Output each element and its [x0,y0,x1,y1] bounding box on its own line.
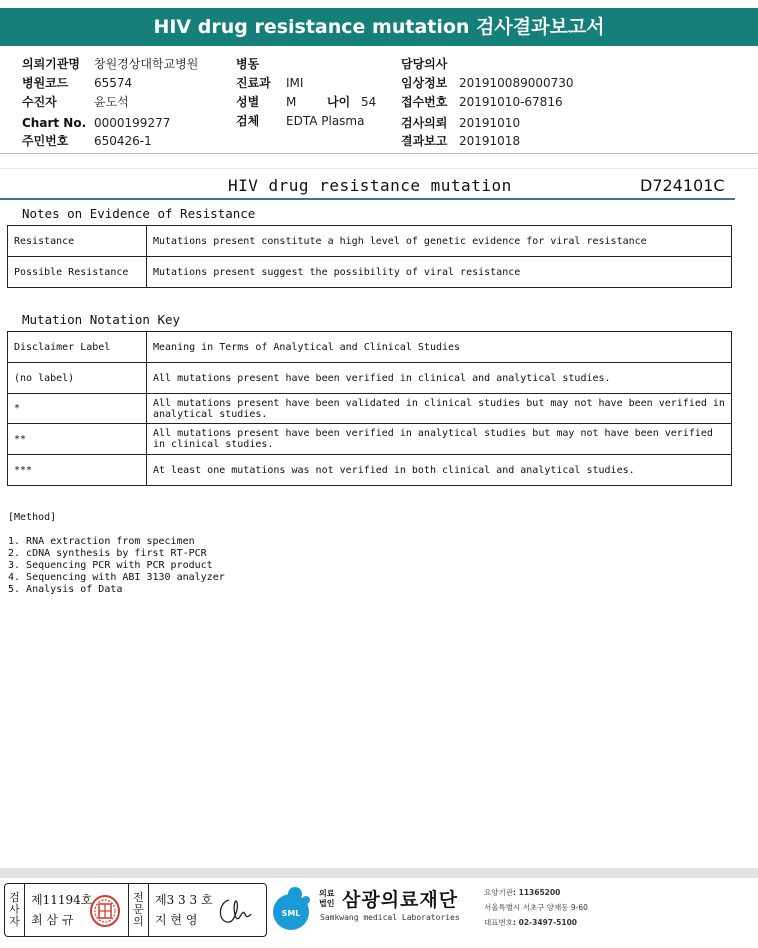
footer-divider [0,868,758,878]
info-report-date: 결과보고 20191018 [401,134,521,148]
table-cell: Mutations present suggest the possibility of viral resistance [147,257,732,288]
org-address: 서울특별시 서초구 양재동 9-60 [484,903,588,912]
org-name: 삼광의료재단 [342,889,459,911]
method-step: 5. Analysis of Data [8,584,123,595]
org-type: 의료 법인 [319,889,335,908]
table-cell: All mutations present have been validated in clinical studies but may not have been verified in analytical studies. [147,394,732,424]
table-row [8,455,732,486]
section-title: HIV drug resistance mutation [228,176,512,195]
table-header-cell: Meaning in Terms of Analytical and Clinical Studies [147,332,732,363]
method-steps [8,536,225,596]
table-header-cell: Disclaimer Label [8,332,147,363]
divider [0,168,758,169]
info-test-request-date: 검사의뢰 20191010 [401,116,521,130]
method-step: 2. cDNA synthesis by first RT-PCR [8,548,207,559]
method-step: 3. Sequencing PCR with PCR product [8,560,213,571]
table-row [8,424,732,455]
info-ward: 병동 [236,57,260,71]
org-english-name: Samkwang medical Laboratories [320,913,460,922]
key-title: Mutation Notation Key [22,312,181,327]
signature-icon [215,892,255,928]
table-cell: * [8,394,147,424]
info-receipt-number: 접수번호 20191010-67816 [401,95,563,109]
expert-name: 지 현 영 [155,913,198,927]
seal-icon [89,894,121,928]
sml-logo-icon [271,886,315,932]
table-cell: Possible Resistance [8,257,147,288]
divider [0,153,758,154]
info-requesting-institution: 의뢰기관명 창원경상대학교병원 [22,57,199,71]
info-chart-no: Chart No. 0000199277 [22,116,171,130]
method-title: [Method] [8,512,57,523]
method-step: 1. RNA extraction from specimen [8,536,195,547]
table-row [8,257,732,288]
notes-title: Notes on Evidence of Resistance [22,206,256,221]
table-cell: All mutations present have been verified in clinical and analytical studies. [147,363,732,394]
info-specimen: 검체 EDTA Plasma [236,114,365,128]
expert-label: 전 문 의 [129,884,149,936]
tester-name: 최 삼 규 [31,913,74,927]
table-row [8,394,732,424]
signature-box [4,883,267,937]
table-row [8,363,732,394]
section-underline [0,198,735,200]
logo-text: SML [281,909,301,918]
expert-info [149,884,265,936]
expert-license: 제3 3 3 호 [155,893,213,907]
notes-table [7,225,732,288]
table-cell: Mutations present constitute a high level of genetic evidence for viral resistance [147,226,732,257]
table-row [8,226,732,257]
info-age: 나이 54 [327,95,377,109]
table-cell: Resistance [8,226,147,257]
tester-info [25,884,129,936]
table-cell: All mutations present have been verified in analytical studies but may not have been verified in clinical studies. [147,424,732,455]
info-resident-number: 주민번호 650426-1 [22,134,152,148]
info-sex: 성별 M [236,95,297,109]
table-cell: ** [8,424,147,455]
info-clinical-info: 임상정보 201910089000730 [401,76,574,90]
test-code: D724101C [640,176,725,195]
key-table [7,331,732,486]
table-cell: *** [8,455,147,486]
method-step: 4. Sequencing with ABI 3130 analyzer [8,572,225,583]
info-attending-physician: 담당의사 [401,57,448,71]
report-title: HIV drug resistance mutation 검사결과보고서 [0,8,758,46]
info-department: 진료과 IMI [236,76,304,90]
org-phone: 대표번호: 02-3497-5100 [484,918,578,927]
table-header-row [8,332,732,363]
tester-label: 검 사 자 [5,884,25,936]
info-patient-name: 수진자 윤도석 [22,95,129,109]
tester-license: 제11194호 [31,893,93,907]
org-license-code: 요양기관: 11365200 [484,888,561,897]
table-cell: At least one mutations was not verified in both clinical and analytical studies. [147,455,732,486]
info-hospital-code: 병원코드 65574 [22,76,133,90]
table-cell: (no label) [8,363,147,394]
